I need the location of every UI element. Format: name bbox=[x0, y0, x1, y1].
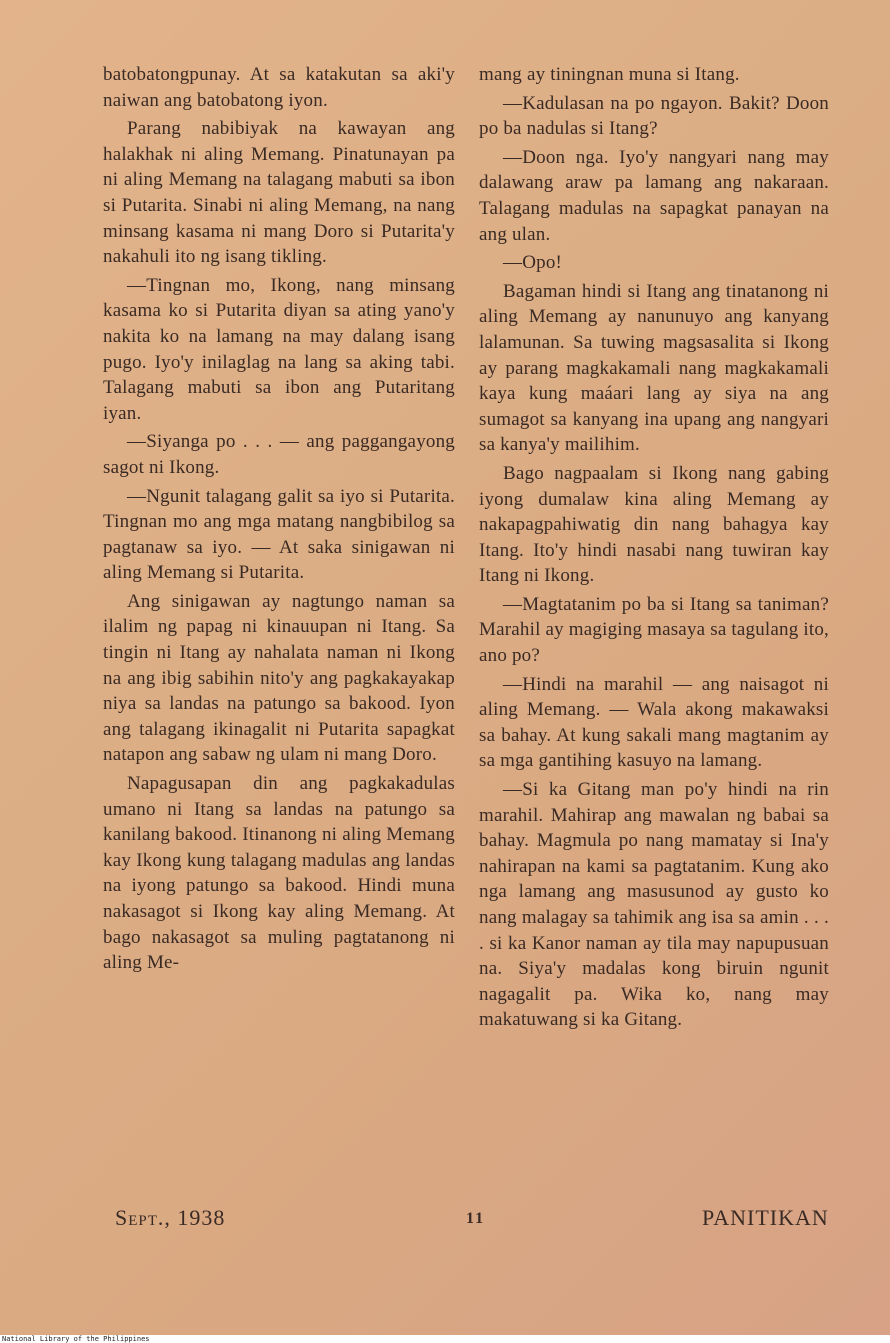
paragraph: —Kadulasan na po ngayon. Bakit? Doon po ba nadulas si Itang? bbox=[479, 92, 829, 140]
paragraph: mang ay tiningnan muna si Itang. bbox=[479, 64, 740, 85]
paragraph: Bago nagpaalam si Ikong nang gabing iyong dumalaw kina aling Memang ay nakapagpahiwatig din nang bahagya kay Itang. Ito'y hindi nasabi nang tuwiran kay Itang ni Ikong. bbox=[479, 462, 829, 587]
library-credit: National Library of the Philippines bbox=[0, 1335, 890, 1343]
paragraph: batobatongpunay. At sa katakutan sa aki'y naiwan ang batobatong iyon. bbox=[103, 64, 455, 111]
page-number: 11 bbox=[466, 1210, 486, 1227]
paragraph: —Magtatanim po ba si Itang sa taniman? Marahil ay magiging masaya sa tagulang ito, ano po? bbox=[479, 593, 829, 667]
paragraph: —Si ka Gitang man po'y hindi na rin marahil. Mahirap ang mawalan ng babai sa bahay. Magmula po nang mamatay si Ina'y nahirapan na kami sa pagtatanim. Kung ako nga lamang ang masusunod ay gusto ko nang malagay sa tahimik ang isa sa amin . . . . si ka Kanor naman ay tila may napupusuan na. Siya'y madalas kong biruin ngunit nagagalit pa. Wika ko, nang may makatuwang si ka Gitang. bbox=[479, 779, 829, 1031]
paragraph: —Tingnan mo, Ikong, nang minsang kasama ko si Putarita diyan sa ating yano'y nakita ko na lamang na may dalang isang pugo. Iyo'y inilaglag na lang sa aking tabi. Talagang mabuti sa ibon ang Putaritang iyan. bbox=[103, 274, 455, 424]
paragraph: Ang sinigawan ay nagtungo naman sa ilalim ng papag ni kinauupan ni Itang. Sa tingin ni Itang ay nahalata naman ni Ikong na ang ibig sabihin nito'y ang pagkakayakap niya sa landas na patungo sa bakood. Iyon ang talagang ikinagalit ni Putarita sapagkat natapon ang sabaw ng ulam ni mang Doro. bbox=[103, 590, 455, 766]
paragraph: —Hindi na marahil — ang naisagot ni aling Memang. — Wala akong makawaksi sa bahay. At kung sakali mang magtanim ay sa mga gantihing kasuyo na lamang. bbox=[479, 673, 829, 772]
paragraph: Parang nabibiyak na kawayan ang halakhak ni aling Memang. Pinatunayan pa ni aling Memang na talagang mabuti sa ibon si Putarita. Sinabi ni aling Memang, na nang minsang kasama ni mang Doro si Putarita'y nakahuli ito ng isang tikling. bbox=[103, 118, 455, 268]
paragraph: —Ngunit talagang galit sa iyo si Putarita. Tingnan mo ang mga matang nangbibilog sa pagtanaw sa iyo. — At saka sinigawan ni aling Memang si Putarita. bbox=[103, 485, 455, 584]
paragraph: Bagaman hindi si Itang ang tinatanong ni aling Memang ay nanunuyo ang kanyang lalamunan. Sa tuwing magsasalita si Ikong ay parang magkakamali nang magkakamali kaya kung maáari lang ay siya na ang sumagot sa kanyang ina upang ang nangyari sa kanya'y mailihim. bbox=[479, 280, 829, 456]
paragraph: —Doon nga. Iyo'y nangyari nang may dalawang araw pa lamang ang nakaraan. Talagang madulas na sapagkat panayan na ang ulan. bbox=[479, 146, 829, 245]
paragraph: Napagusapan din ang pagkakadulas umano ni Itang sa landas na patungo sa kanilang bakood. Itinanong ni aling Memang kay Ikong kung talagang madulas ang landas na iyong patungo sa bakood. Hindi muna nakasagot si Ikong kay aling Memang. At bago nakasagot sa muling pagtatanong ni aling Me- bbox=[103, 773, 455, 974]
issue-date: Sept., 1938 bbox=[115, 1205, 226, 1230]
paragraph: —Siyanga po . . . — ang paggangayong sagot ni Ikong. bbox=[103, 431, 455, 478]
magazine-name: PANITIKAN bbox=[702, 1205, 829, 1230]
paragraph: —Opo! bbox=[503, 252, 563, 274]
left-text-column bbox=[103, 62, 455, 979]
right-text-column bbox=[479, 62, 829, 1036]
